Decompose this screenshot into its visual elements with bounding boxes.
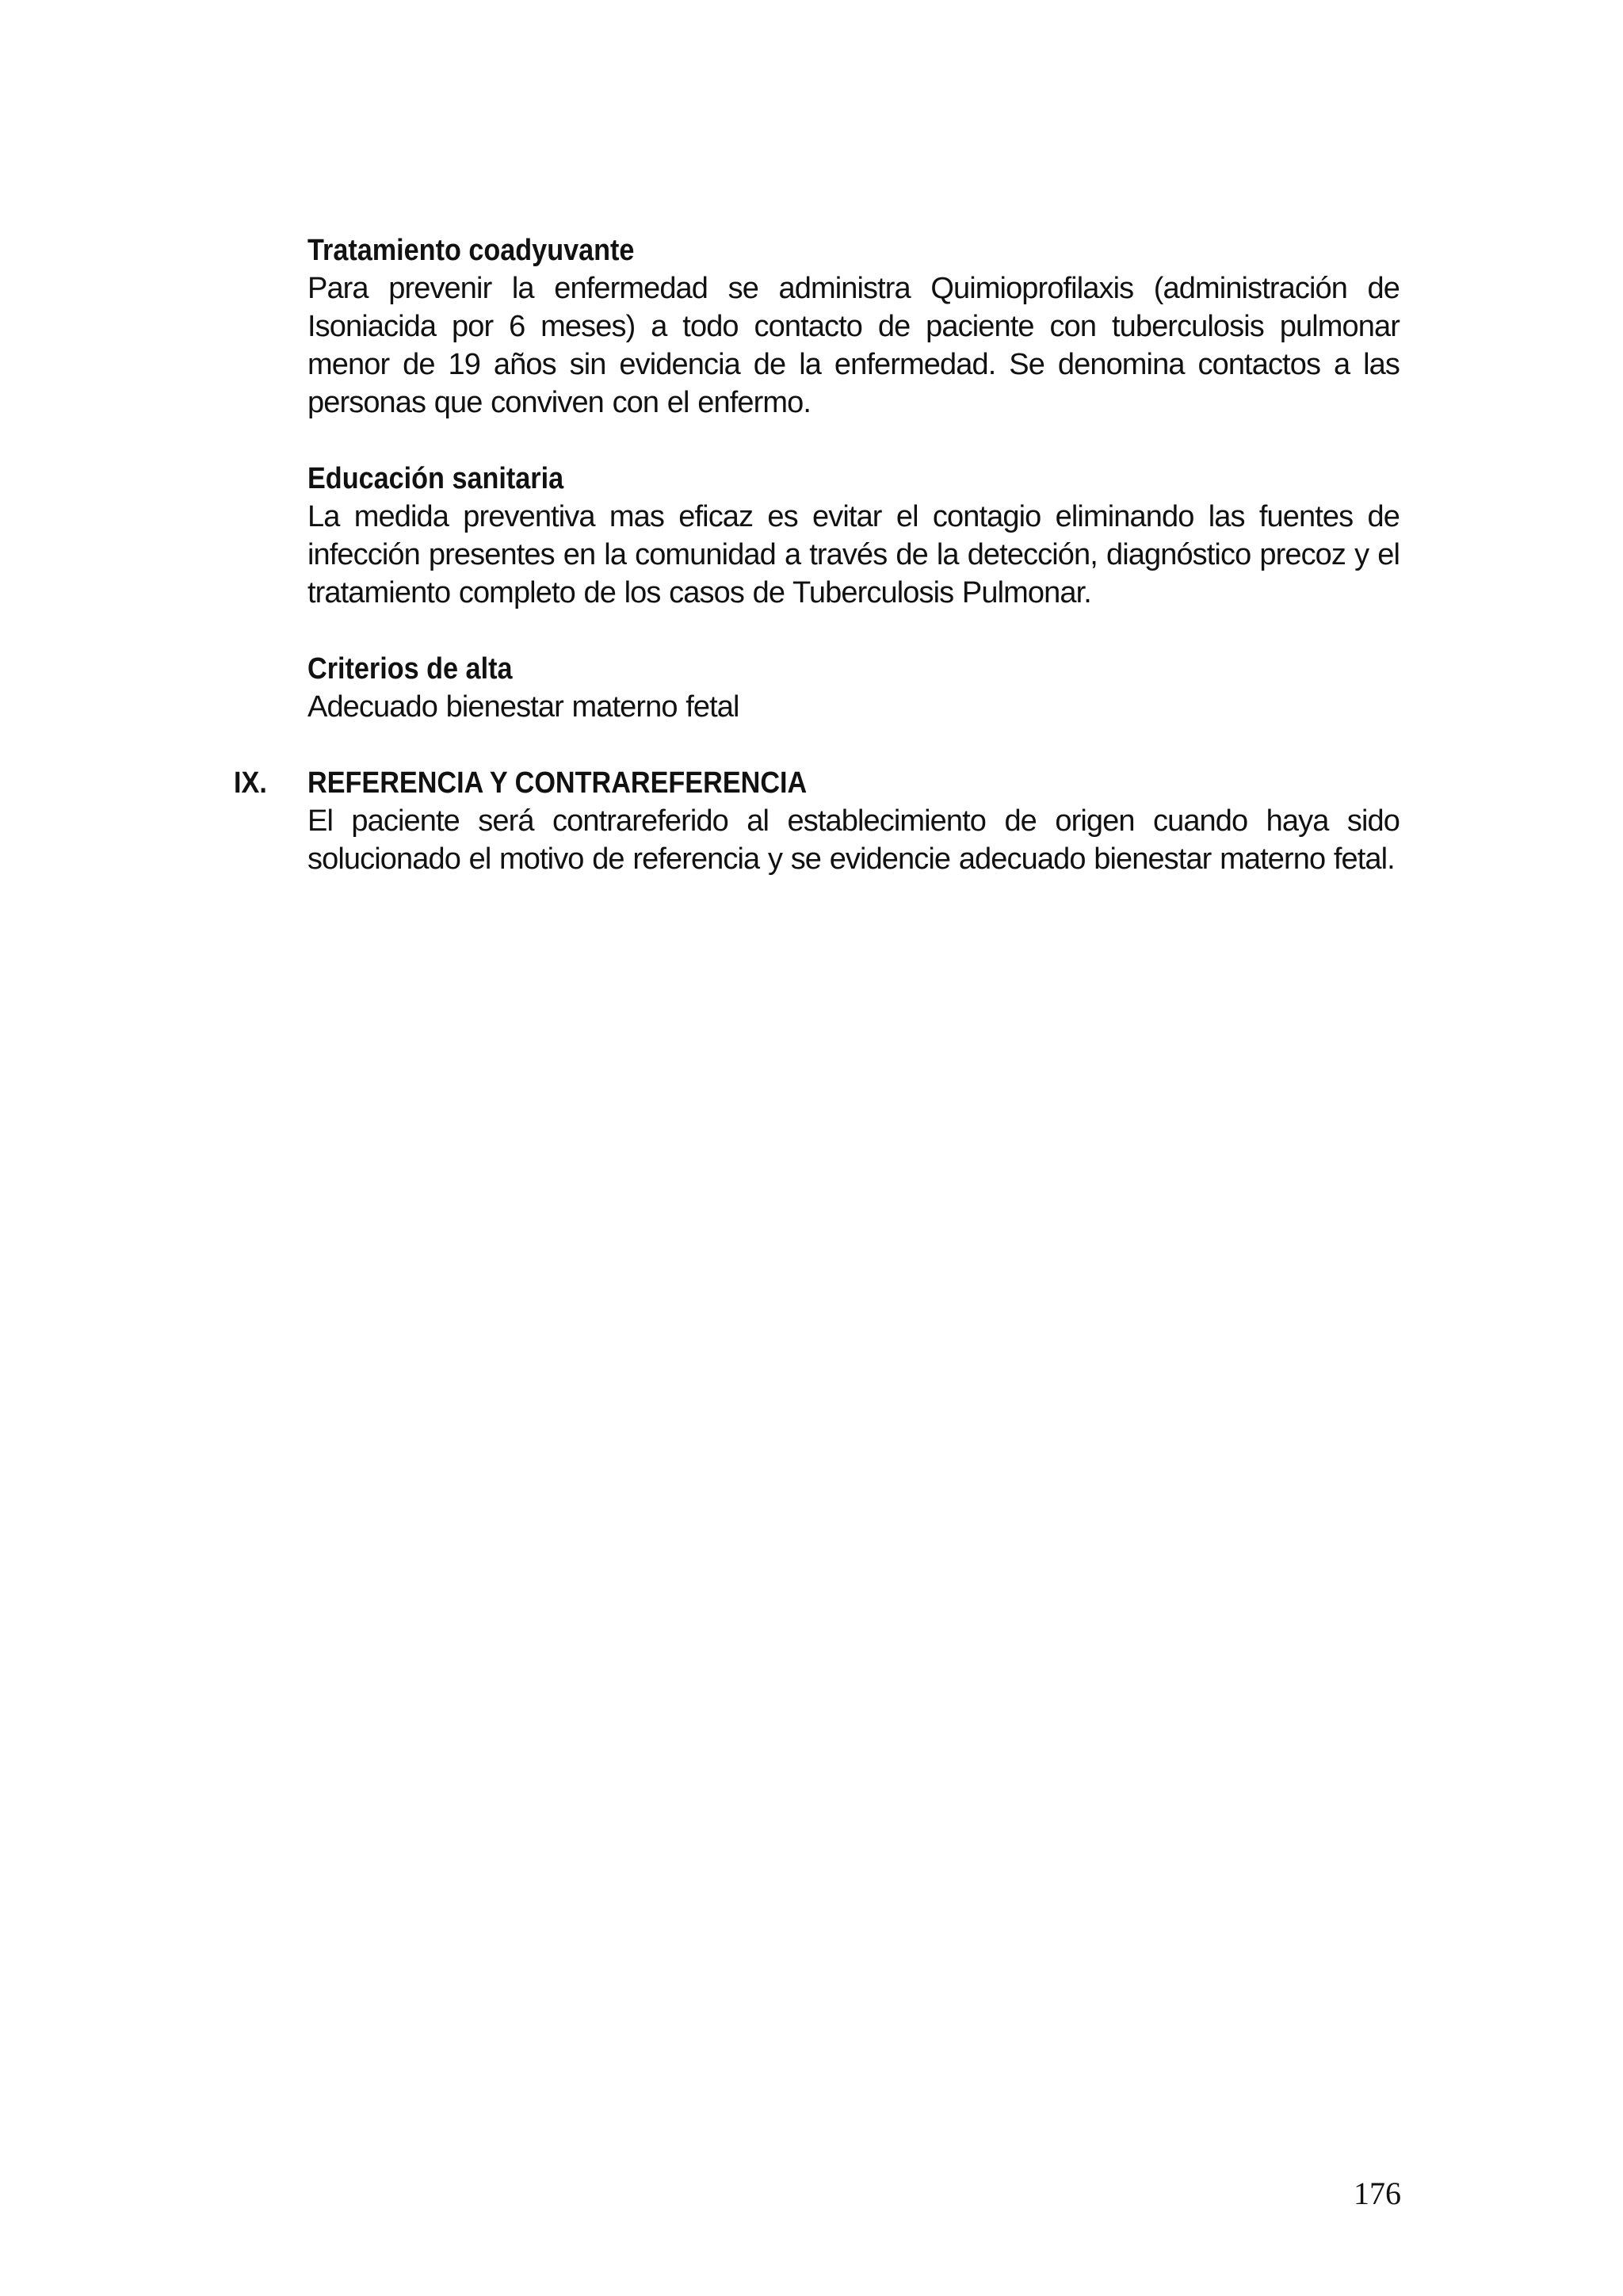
spacer xyxy=(307,612,1400,650)
section-educacion-sanitaria xyxy=(307,460,1400,612)
section-body: El paciente será contrareferido al establecimiento de origen cuando haya sido solucionado el motivo de referencia y se evidencie adecuado bienestar materno fetal. xyxy=(307,804,1400,876)
page-number: 176 xyxy=(1354,2176,1401,2211)
spacer xyxy=(307,726,1400,764)
section-heading: Tratamiento coadyuvante xyxy=(307,234,635,267)
section-criterios-de-alta xyxy=(307,650,1400,726)
section-heading: Educación sanitaria xyxy=(307,462,564,495)
section-referencia-contrareferencia xyxy=(234,764,1400,878)
section-body: La medida preventiva mas eficaz es evitar el contagio eliminando las fuentes de infección presentes en la comunidad a través de la detección, diagnóstico precoz y el tratamiento completo de los casos de Tuberculosis Pulmonar. xyxy=(307,500,1400,609)
section-heading: Criterios de alta xyxy=(307,652,513,686)
spacer xyxy=(307,422,1400,460)
section-body: Para prevenir la enfermedad se administra Quimioprofilaxis (administración de Isoniacida por 6 meses) a todo contacto de paciente con tuberculosis pulmonar menor de 19 años sin evidencia de la enfermedad. Se denomina contactos a las personas que conviven con el enfermo. xyxy=(307,272,1400,419)
section-heading: REFERENCIA Y CONTRAREFERENCIA xyxy=(307,766,808,800)
section-tratamiento-coadyuvante xyxy=(307,231,1400,422)
page-content xyxy=(234,231,1400,878)
section-number: IX. xyxy=(234,766,267,800)
section-body: Adecuado bienestar materno fetal xyxy=(307,690,739,724)
